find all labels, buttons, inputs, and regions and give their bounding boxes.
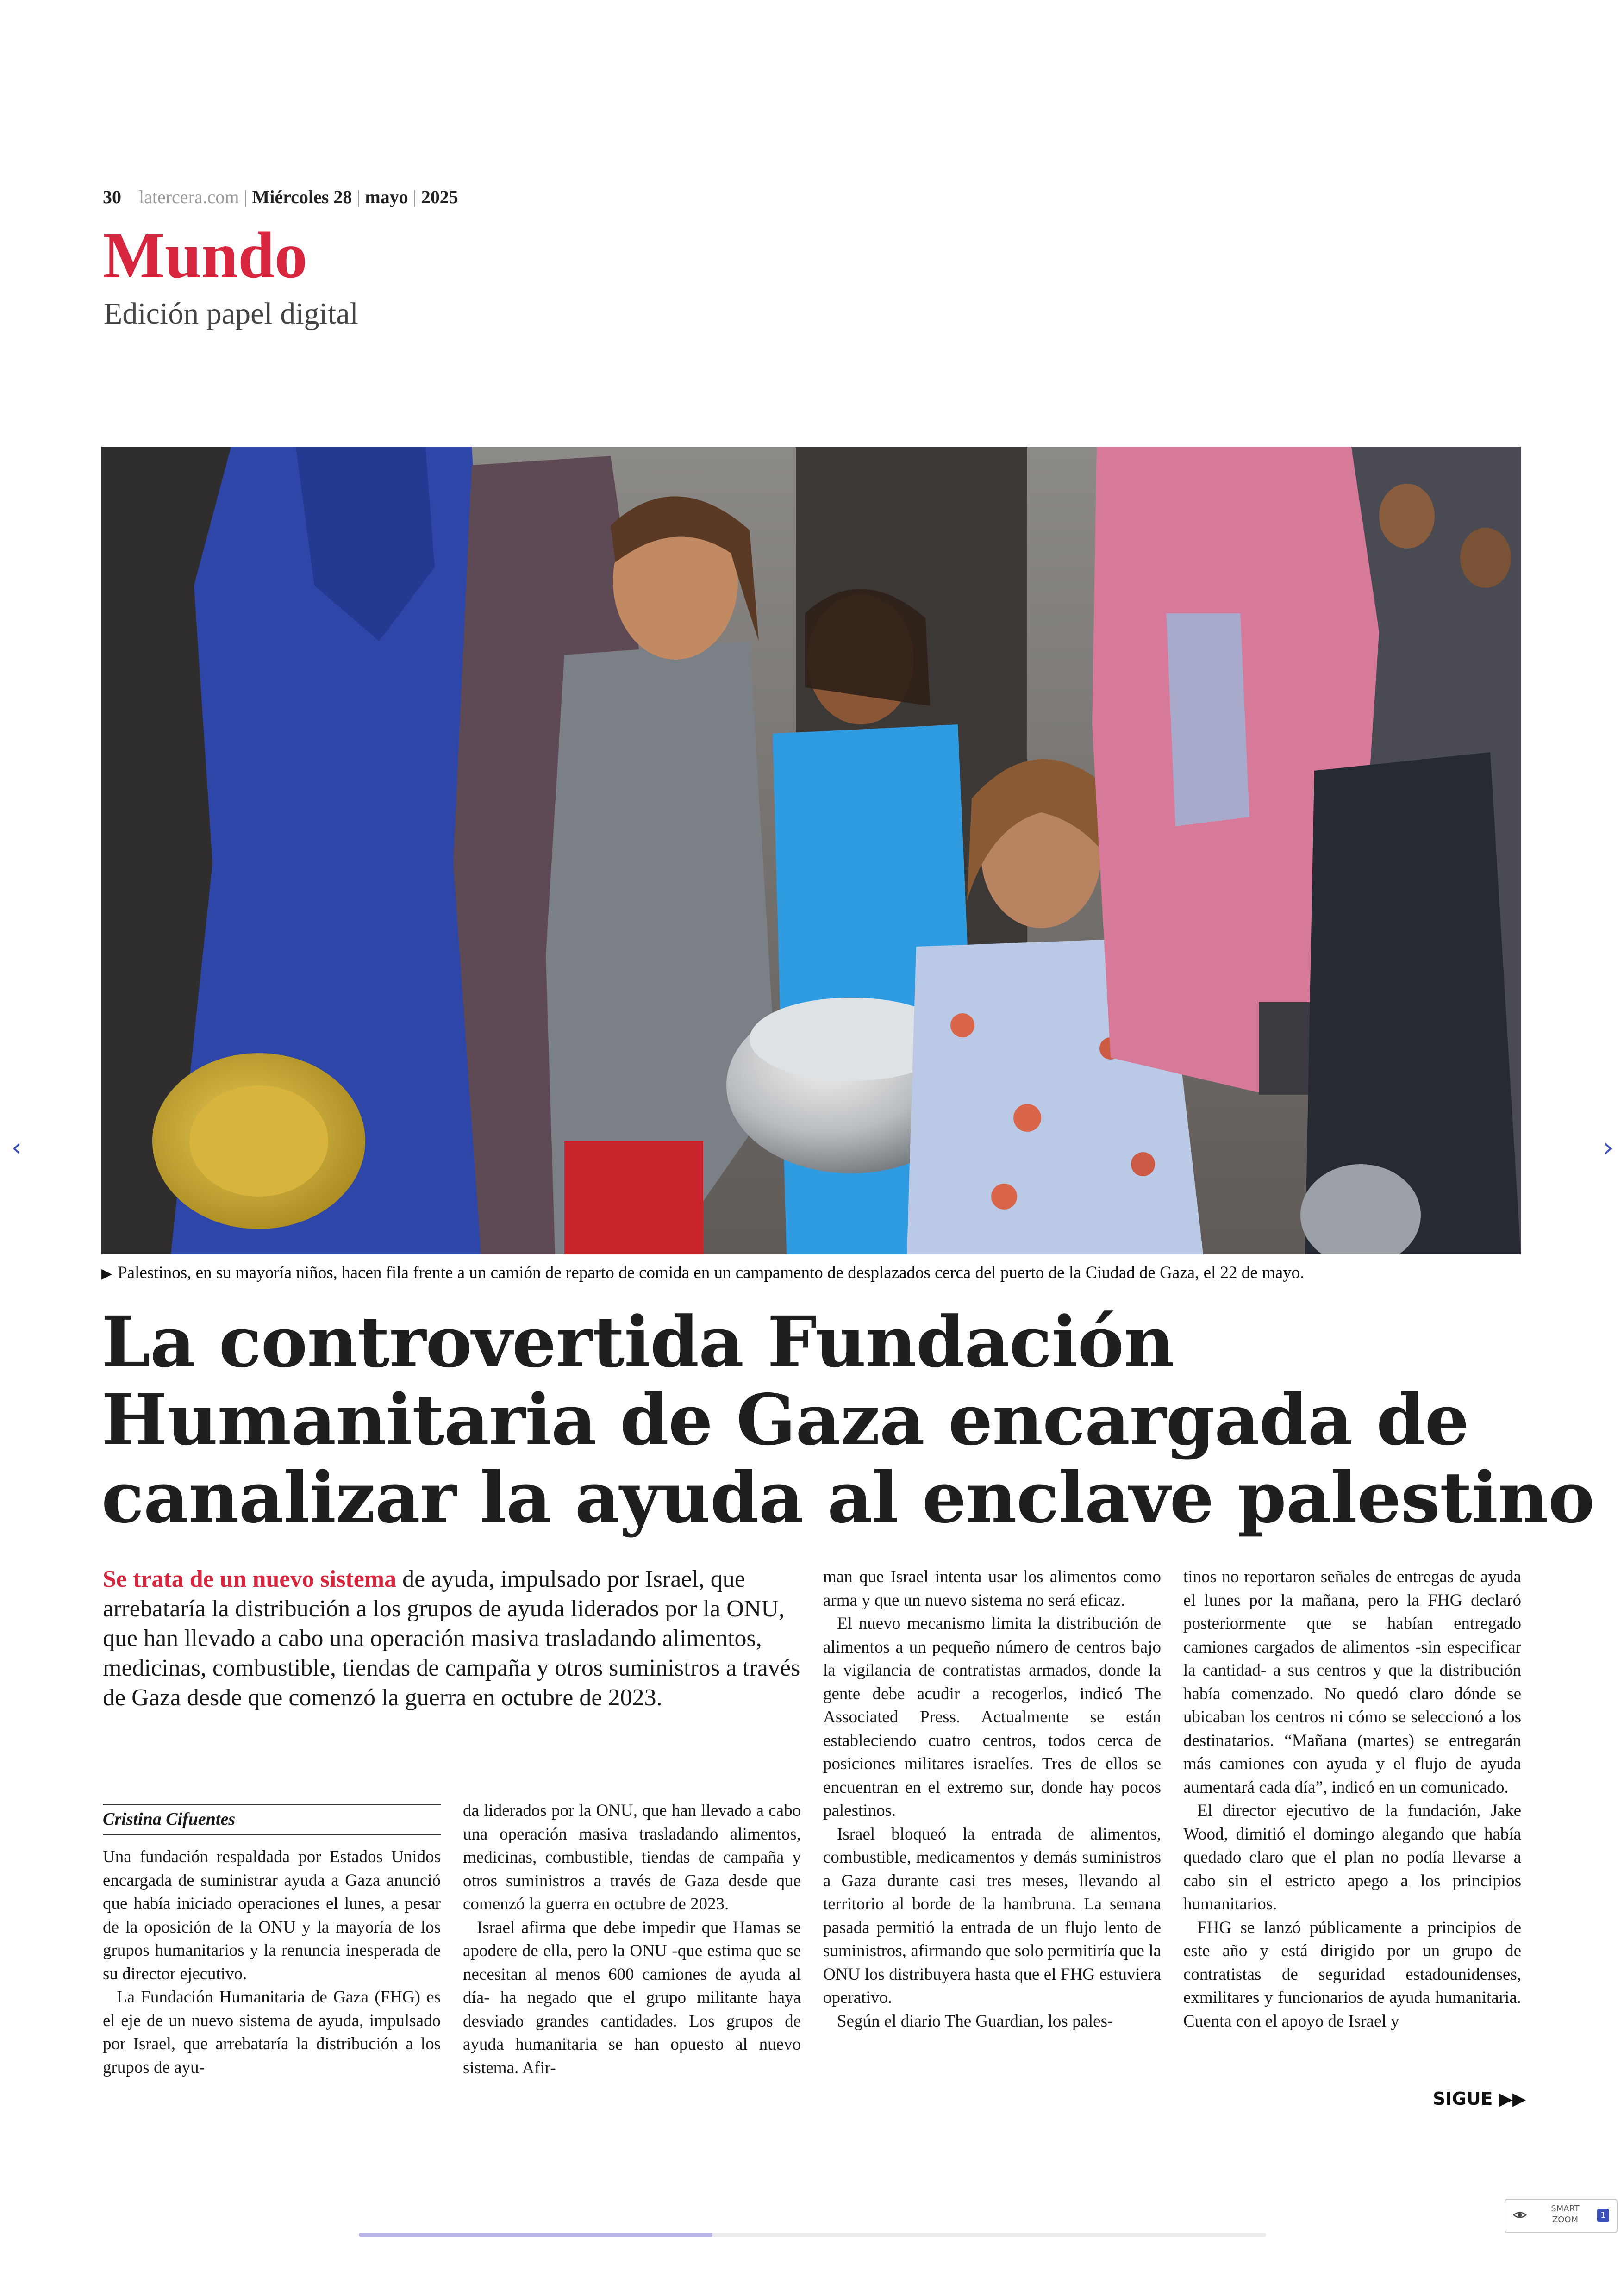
separator: | xyxy=(412,187,417,207)
paragraph: man que Israel intenta usar los alimentos como arma y que un nuevo sistema no será eficaz. xyxy=(823,1567,1161,1610)
smart-zoom-button[interactable] xyxy=(1505,2199,1618,2233)
photo-illustration xyxy=(101,447,1521,1254)
byline-divider xyxy=(103,1834,441,1835)
site-name: latercera.com xyxy=(139,187,239,207)
headline-line: Humanitaria de Gaza encargada de xyxy=(101,1378,1469,1461)
paragraph: Israel bloqueó la entrada de alimentos, combustible, medicamentos y demás suministros a Gaza durante casi tres meses, llevando al territorio al borde de la hambruna. La semana pasada permitió la entrada de un flujo lento de suministros, afirmando que solo permitiría que la ONU los distribuyera hasta que el FHG estuviera operativo. xyxy=(823,1824,1161,2007)
paragraph: La Fundación Humanitaria de Gaza (FHG) es el eje de un nuevo sistema de ayuda, impulsado por Israel, que arrebataría la distribución a los grupos de ayu- xyxy=(103,1988,441,2077)
folio-line xyxy=(103,186,458,208)
caption-text: Palestinos, en su mayoría niños, hacen fila frente a un camión de reparto de comida en un campamento de desplazados cerca del puerto de la Ciudad de Gaza, el 22 de mayo. xyxy=(118,1263,1305,1282)
smart-zoom-label-line: ZOOM xyxy=(1552,2215,1579,2225)
next-page-button[interactable]: › xyxy=(1603,1133,1614,1163)
paragraph: Israel afirma que debe impedir que Hamas se apodere de ella, pero la ONU -que estima que se necesitan al menos 600 camiones de ayuda al día- ha negado que el grupo militante haya desviado grandes cantidades. Los grupos de ayuda humanitaria se han opuesto al nuevo sistema. Afir- xyxy=(463,1918,801,2077)
page-progress-fill xyxy=(359,2233,712,2237)
paragraph: El nuevo mecanismo limita la distribución de alimentos a un pequeño número de centros bajo la vigilancia de contratistas armados, donde la gente debe acudir a recogerlos, indicó The Associated Press. Actualmente se están estableciendo cuatro centros, todos cerca de posiciones militares israelíes. Tres de ellos se encuentran en el extremo sur, donde hay pocos palestinos. xyxy=(823,1614,1161,1820)
headline-line: canalizar la ayuda al enclave palestino xyxy=(101,1456,1594,1539)
continue-label: SIGUE ▶▶ xyxy=(1433,2089,1526,2109)
paragraph: Una fundación respaldada por Estados Unidos encargada de suministrar ayuda a Gaza anunció que había iniciado operaciones el lunes, a pesar de la oposición de la ONU y la mayoría de los grupos humanitarios y la renuncia inesperada de su director ejecutivo. xyxy=(103,1847,441,1983)
separator: | xyxy=(244,187,248,207)
paragraph: El director ejecutivo de la fundación, Jake Wood, dimitió el domingo alegando que había quedado claro que el plan no podía llevarse a cabo sin el estricto apego a los principios humanitarios. xyxy=(1183,1801,1521,1914)
page-progress-bar[interactable] xyxy=(359,2233,1266,2237)
byline: Cristina Cifuentes xyxy=(103,1809,236,1829)
body-column-4 xyxy=(1183,1565,1521,2033)
smart-zoom-label xyxy=(1544,2203,1586,2226)
section-title: Mundo xyxy=(103,218,307,292)
smart-zoom-label-line: SMART xyxy=(1551,2204,1580,2214)
date-year: 2025 xyxy=(421,187,458,207)
paragraph: Según el diario The Guardian, los pales- xyxy=(837,2011,1113,2031)
body-column-3 xyxy=(823,1565,1161,2033)
article-headline xyxy=(101,1301,1594,1539)
body-column-1 xyxy=(103,1846,441,2079)
paragraph: FHG se lanzó públicamente a principios de este año y está dirigido por un grupo de contratistas de seguridad estadounidenses, exmilitares y funcionarios de ayuda humanitaria. Cuenta con el apoyo de Israel y xyxy=(1183,1918,1521,2031)
lead-text: de ayuda, impulsado por Israel, que arrebataría la distribución a los grupos de ayuda liderados por la ONU, que han llevado a cabo una operación masiva trasladando alimentos, medicinas, combustible, tiendas de campaña y otros suministros a través de Gaza desde que comenzó la guerra en octubre de 2023. xyxy=(103,1566,800,1711)
separator: | xyxy=(356,187,361,207)
edition-label: Edición papel digital xyxy=(104,297,358,331)
date-month: mayo xyxy=(365,187,408,207)
lead-highlight: Se trata de un nuevo sistema xyxy=(103,1566,397,1592)
caption-marker-icon: ▶ xyxy=(101,1266,112,1281)
article-photo xyxy=(101,447,1521,1254)
paragraph: da liderados por la ONU, que han llevado a cabo una operación masiva trasladando alimentos, medicinas, combustible, tiendas de campaña y otros suministros a través de Gaza desde que comenzó la guerra en octubre de 2023. xyxy=(463,1801,801,1914)
body-column-2 xyxy=(463,1799,801,2080)
previous-page-button[interactable]: ‹ xyxy=(11,1133,22,1163)
article-lead xyxy=(103,1565,806,1713)
byline-divider xyxy=(103,1804,441,1805)
photo-caption xyxy=(101,1263,1521,1283)
page-badge: 1 xyxy=(1597,2209,1609,2222)
headline-line: La controvertida Fundación xyxy=(101,1301,1174,1383)
date-weekday-day: Miércoles 28 xyxy=(252,187,352,207)
page-number: 30 xyxy=(103,187,121,207)
eye-icon xyxy=(1513,2208,1527,2222)
paragraph: tinos no reportaron señales de entregas de ayuda el lunes por la mañana, pero la FHG declaró posteriormente que se habían entregado camiones cargados de alimentos -sin especificar la cantidad- a sus centros y que la distribución había comenzado. No quedó claro dónde se ubicaban los centros ni cómo se seleccionó a los destinatarios. “Mañana (martes) se entregarán más camiones con ayuda y el flujo de ayuda aumentará cada día”, indicó en un comunicado. xyxy=(1183,1567,1521,1797)
